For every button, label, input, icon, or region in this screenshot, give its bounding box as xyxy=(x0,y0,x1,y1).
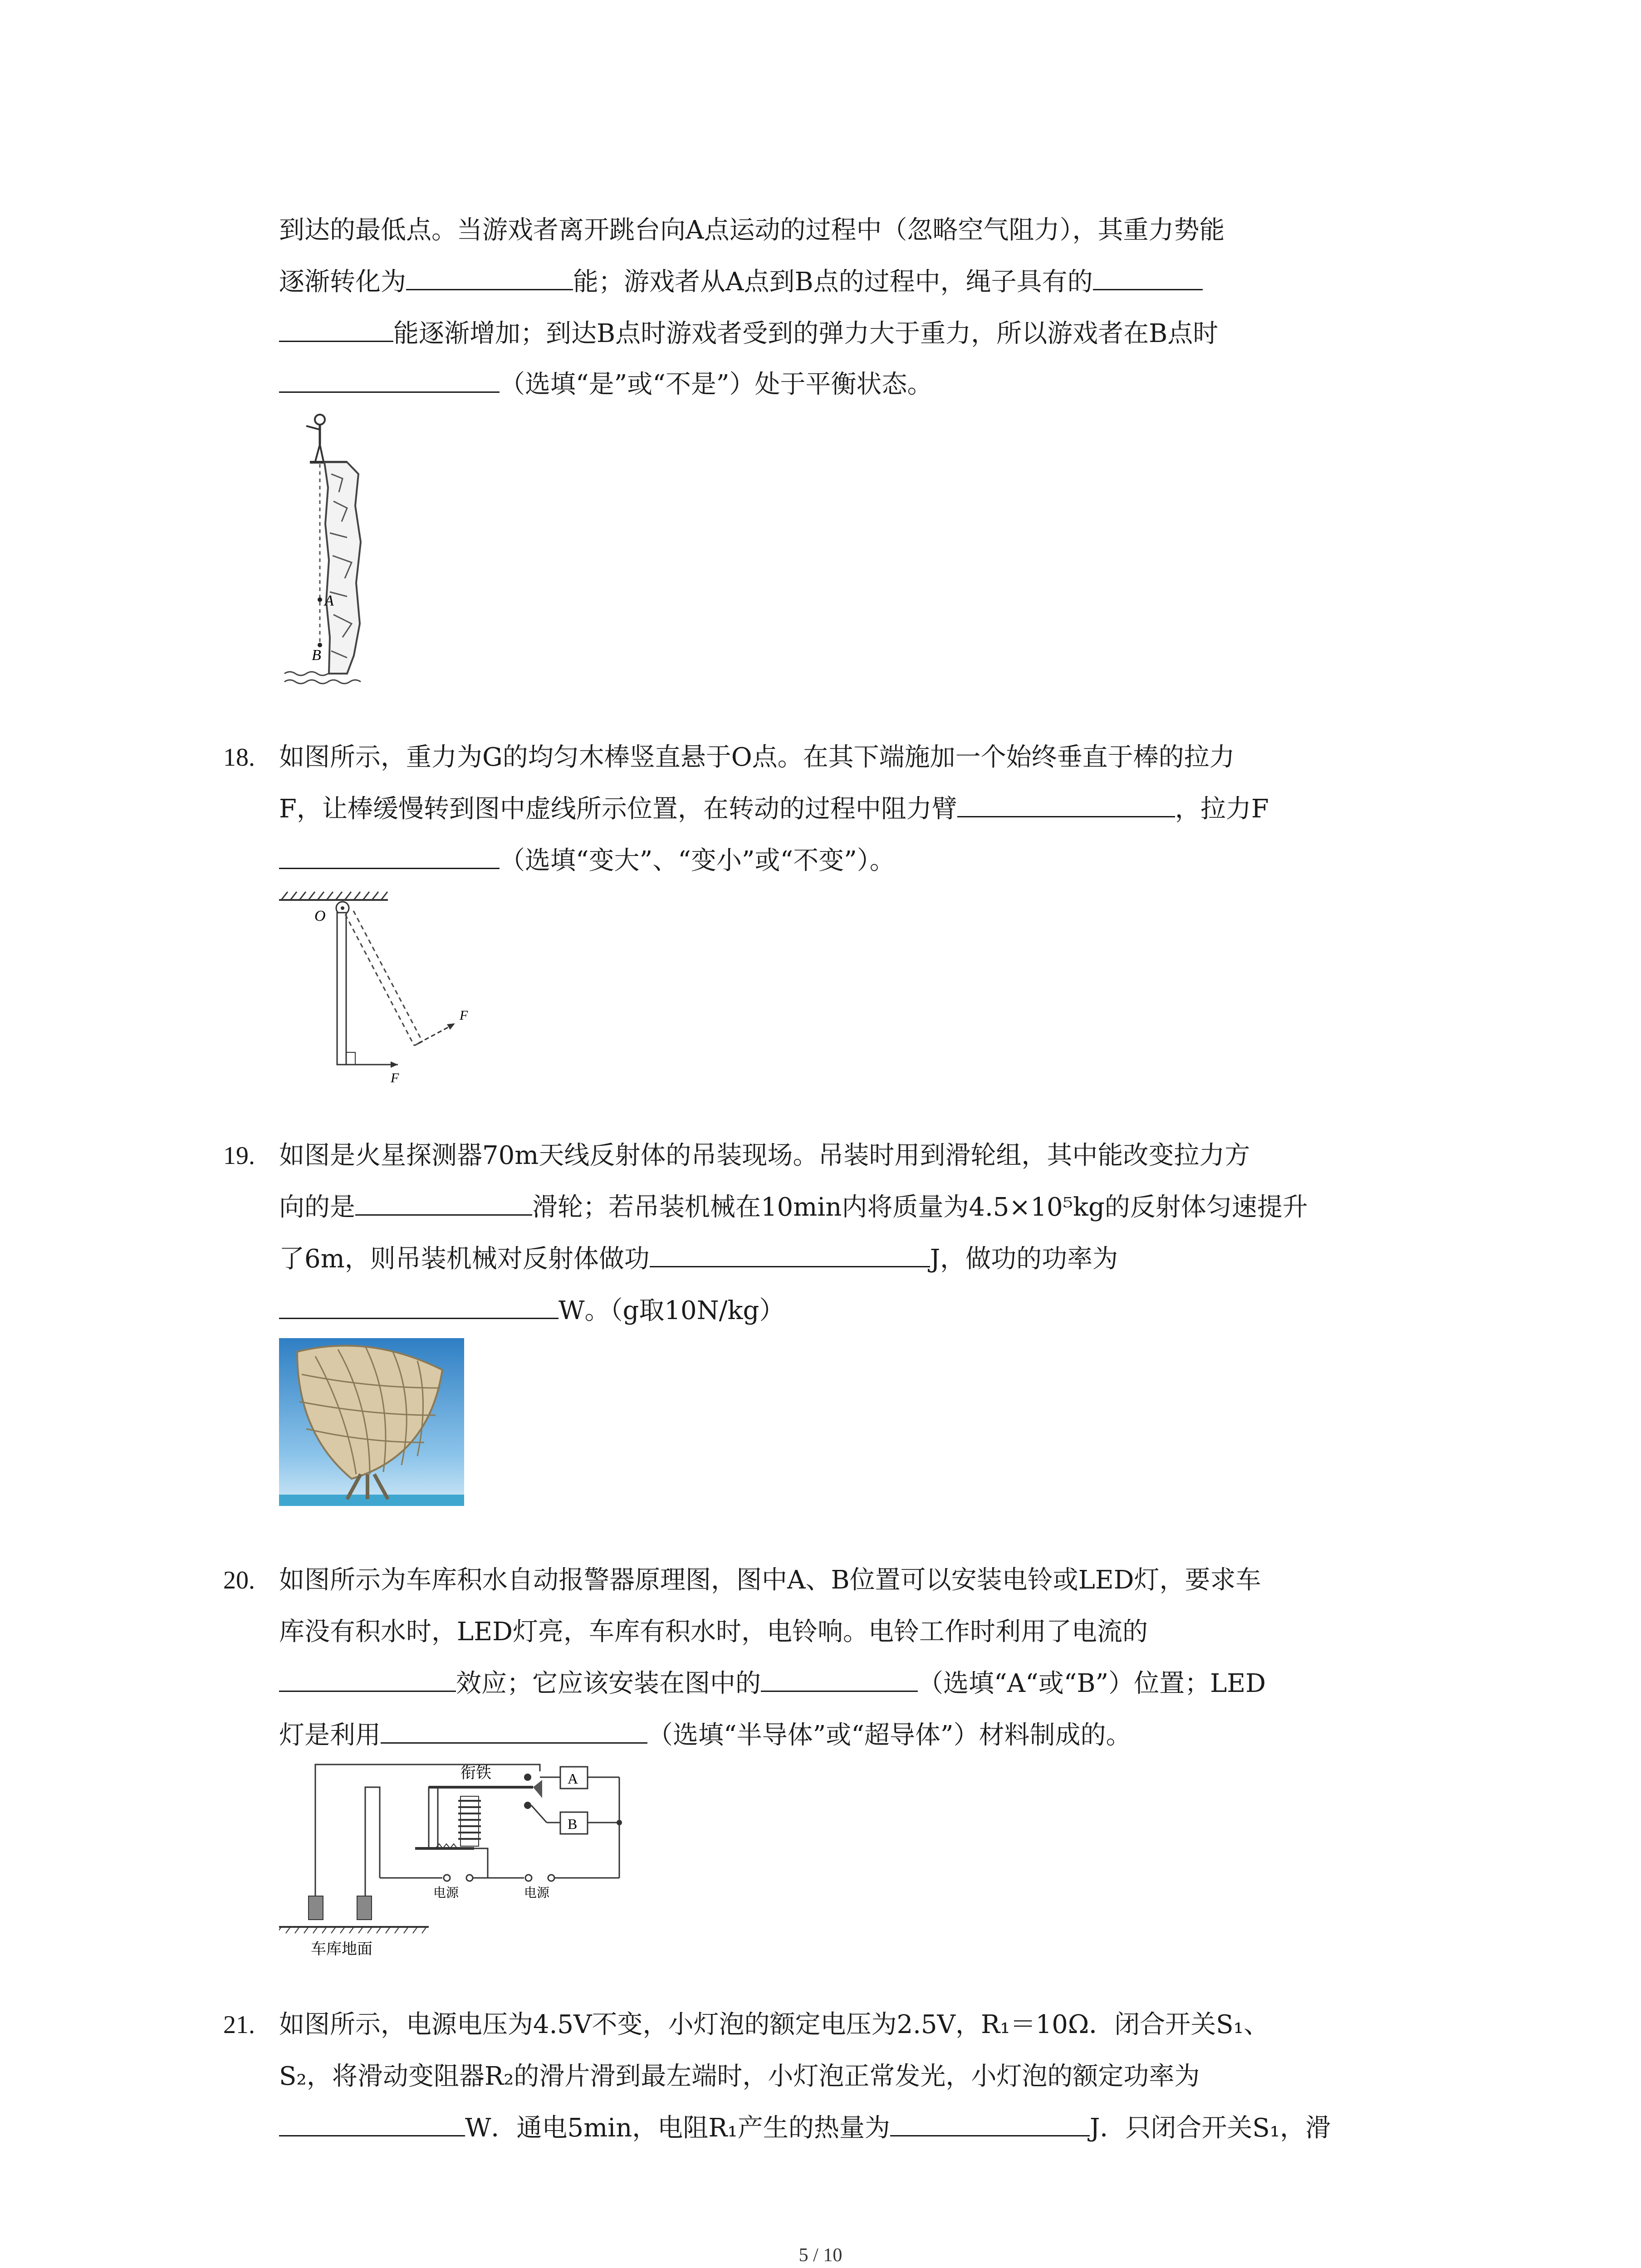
answer-blank[interactable] xyxy=(279,2112,465,2136)
answer-blank[interactable] xyxy=(406,265,573,290)
q19-line-1: 如图是火星探测器70m天线反射体的吊装现场。吊装时用到滑轮组，其中能改变拉力方 xyxy=(279,1141,1250,1170)
question-18-number: 18. xyxy=(223,743,255,772)
answer-blank[interactable] xyxy=(279,1667,456,1692)
pivot-o-label: O xyxy=(314,908,326,924)
q18-line-2: F，让棒缓慢转到图中虚线所示位置，在转动的过程中阻力臂 ，拉力F xyxy=(279,791,1269,827)
antenna-photo xyxy=(279,1338,464,1506)
question-21-number: 21. xyxy=(223,2011,255,2039)
answer-blank[interactable] xyxy=(279,368,500,393)
answer-blank[interactable] xyxy=(1093,265,1203,290)
q19-line-2: 向的是 滑轮；若吊装机械在10min内将质量为4.5×10⁵kg的反射体匀速提升 xyxy=(279,1189,1308,1226)
q21-line-3: W．通电5min，电阻R₁产生的热量为 J．只闭合开关S₁，滑 xyxy=(279,2110,1331,2146)
q17-line-4: （选填“是”或“不是”）处于平衡状态。 xyxy=(279,367,933,403)
position-b-box-label: B xyxy=(568,1816,578,1832)
q20-line-3: 效应；它应该安装在图中的 （选填“A“或“B”）位置；LED xyxy=(279,1666,1266,1702)
q17-line-1: 到达的最低点。当游戏者离开跳台向A点运动的过程中（忽略空气阻力），其重力势能 xyxy=(279,215,1225,245)
q17-line-3: 能逐渐增加；到达B点时游戏者受到的弹力大于重力，所以游戏者在B点时 xyxy=(279,316,1218,352)
answer-blank[interactable] xyxy=(279,317,393,342)
power-supply-1-label: 电源 xyxy=(433,1885,459,1900)
q18-line-1: 如图所示，重力为G的均匀木棒竖直悬于O点。在其下端施加一个始终垂直于棒的拉力 xyxy=(279,743,1235,772)
position-a-box-label: A xyxy=(568,1770,578,1787)
force-f-label-1: F xyxy=(391,1070,399,1085)
point-a-label: A xyxy=(324,592,334,609)
answer-blank[interactable] xyxy=(957,792,1175,817)
q21-line-2: S₂，将滑动变阻器R₂的滑片滑到最左端时，小灯泡正常发光，小灯泡的额定功率为 xyxy=(279,2062,1200,2091)
q20-line-2: 库没有积水时，LED灯亮，车库有积水时，电铃响。电铃工作时利用了电流的 xyxy=(279,1617,1148,1647)
q18-line-3: （选填“变大”、“变小”或“不变”）。 xyxy=(279,843,895,879)
q19-line-3: 了6m，则吊装机械对反射体做功 J，做功的功率为 xyxy=(279,1241,1118,1277)
answer-blank[interactable] xyxy=(355,1191,532,1216)
point-b-label: B xyxy=(312,647,321,664)
answer-blank[interactable] xyxy=(650,1242,930,1267)
question-20-number: 20. xyxy=(223,1566,255,1594)
answer-blank[interactable] xyxy=(381,1719,647,1744)
q20-line-4: 灯是利用 （选填“半导体”或“超导体”）材料制成的。 xyxy=(279,1717,1132,1754)
answer-blank[interactable] xyxy=(890,2112,1090,2136)
q19-line-4: W。（g取10N/kg） xyxy=(279,1293,784,1329)
page-number: 5 / 10 xyxy=(798,2245,843,2266)
bungee-figure xyxy=(279,411,370,687)
answer-blank[interactable] xyxy=(279,1294,558,1319)
answer-blank[interactable] xyxy=(279,844,500,869)
question-19-number: 19. xyxy=(223,1142,255,1170)
alarm-circuit-figure xyxy=(279,1760,633,1960)
force-f-label-2: F xyxy=(460,1008,468,1023)
q17-line-2: 逐渐转化为 能；游戏者从A点到B点的过程中，绳子具有的 xyxy=(279,264,1203,300)
q20-line-1: 如图所示为车库积水自动报警器原理图，图中A、B位置可以安装电铃或LED灯，要求车 xyxy=(279,1565,1261,1595)
lever-figure xyxy=(279,889,497,1089)
q21-line-1: 如图所示，电源电压为4.5V不变，小灯泡的额定电压为2.5V，R₁＝10Ω．闭合开关S₁、 xyxy=(279,2010,1269,2039)
answer-blank[interactable] xyxy=(761,1667,918,1692)
garage-floor-label: 车库地面 xyxy=(311,1940,372,1958)
power-supply-2-label: 电源 xyxy=(524,1885,550,1900)
armature-label: 衔铁 xyxy=(460,1764,491,1782)
